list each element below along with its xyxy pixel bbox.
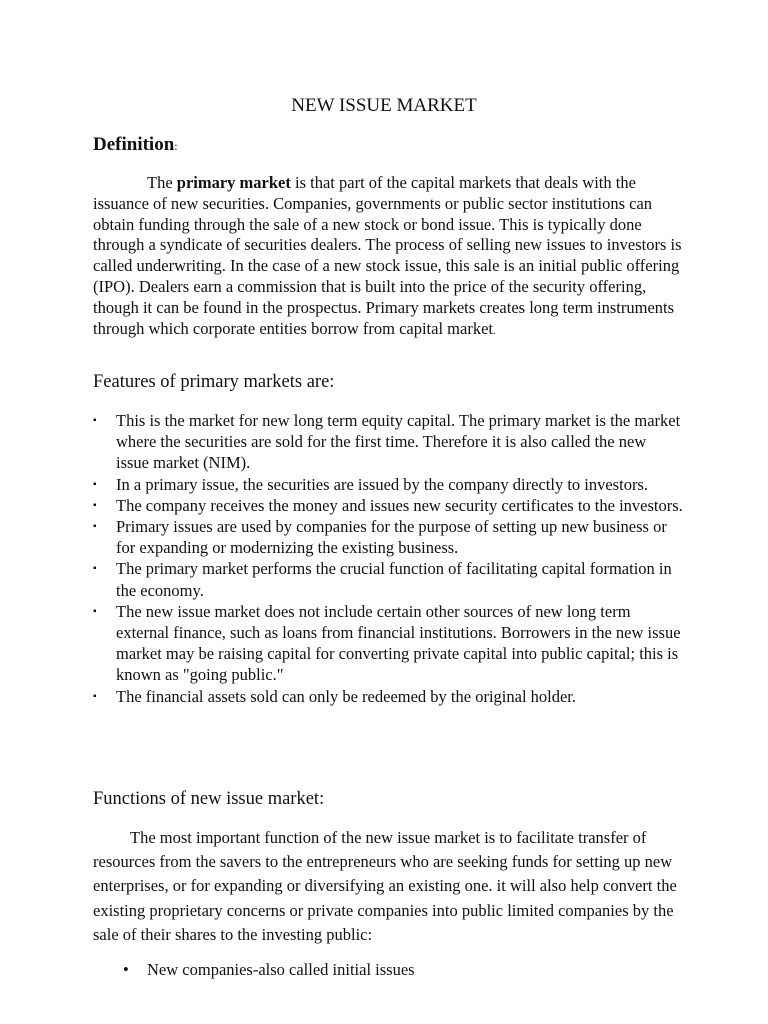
list-item (93, 474, 683, 495)
list-item (93, 686, 683, 707)
square-bullet-icon: ▪ (93, 605, 97, 617)
square-bullet-icon: ▪ (93, 499, 97, 511)
list-item-text: The financial assets sold can only be redeemed by the original holder. (116, 686, 577, 706)
square-bullet-icon: ▪ (93, 415, 97, 426)
definition-label: Definition (93, 134, 175, 155)
definition-colon: : (174, 139, 178, 153)
definition-lead: The (147, 173, 177, 192)
square-bullet-icon: ▪ (93, 690, 97, 702)
issues-list (123, 958, 415, 982)
list-item (93, 495, 683, 516)
list-item-text: The new issue market does not include certain other sources of new long term external finance, such as loans from financial institutions. Borrowers in the new issue market may be raising capital for converting private capital into public capital; this is known as "going public." (116, 601, 681, 685)
list-item (93, 558, 683, 600)
square-bullet-icon: ▪ (93, 521, 97, 533)
list-item-text: The company receives the money and issues new security certificates to the investors. (116, 495, 683, 515)
features-list (93, 410, 683, 707)
definition-paragraph (93, 173, 683, 341)
list-item (93, 601, 683, 686)
list-item (123, 958, 415, 982)
list-item-text: This is the market for new long term equity capital. The primary market is the market where the securities are sold for the first time. Therefore it is also called the new issue market (NIM). (116, 411, 681, 473)
functions-body: The most important function of the new issue market is to facilitate transfer of resources from the savers to the entrepreneurs who are seeking funds for setting up new enterprises, or for expanding or diversifying an existing one. it will also help convert the existing proprietary concerns or private companies into public limited companies by the sale of their shares to the investing public: (93, 828, 677, 944)
list-item-text: New companies-also called initial issues (147, 960, 415, 979)
square-bullet-icon: ▪ (93, 478, 97, 490)
definition-end: . (493, 324, 496, 337)
list-item (93, 516, 683, 558)
list-item (93, 410, 683, 474)
features-heading: Features of primary markets are: (93, 372, 335, 392)
page-title: NEW ISSUE MARKET (291, 95, 477, 116)
square-bullet-icon: ▪ (93, 563, 97, 575)
definition-heading (93, 132, 178, 159)
list-item-text: In a primary issue, the securities are issued by the company directly to investors. (116, 474, 648, 494)
list-item-text: The primary market performs the crucial function of facilitating capital formation in the economy. (116, 559, 672, 600)
list-item-text: Primary issues are used by companies for the purpose of setting up new business or for expanding or modernizing the existing business. (116, 517, 667, 558)
primary-market-term: primary market (176, 173, 291, 192)
functions-heading: Functions of new issue market: (93, 789, 325, 809)
functions-paragraph (93, 826, 683, 947)
definition-body: is that part of the capital markets that deals with the issuance of new securities. Companies, governments or public sector institutions can obtain funding through the sale of a new stock or bond issue. This is typically done through a syndicate of securities dealers. The process of selling new issues to investors is called underwriting. In the case of a new stock issue, this sale is an initial public offering (IPO). Dealers earn a commission that is built into the price of the security offering, though it can be found in the prospectus. Primary markets creates long term instruments through which corporate entities borrow from capital market (93, 173, 682, 338)
round-bullet-icon: • (123, 960, 129, 979)
